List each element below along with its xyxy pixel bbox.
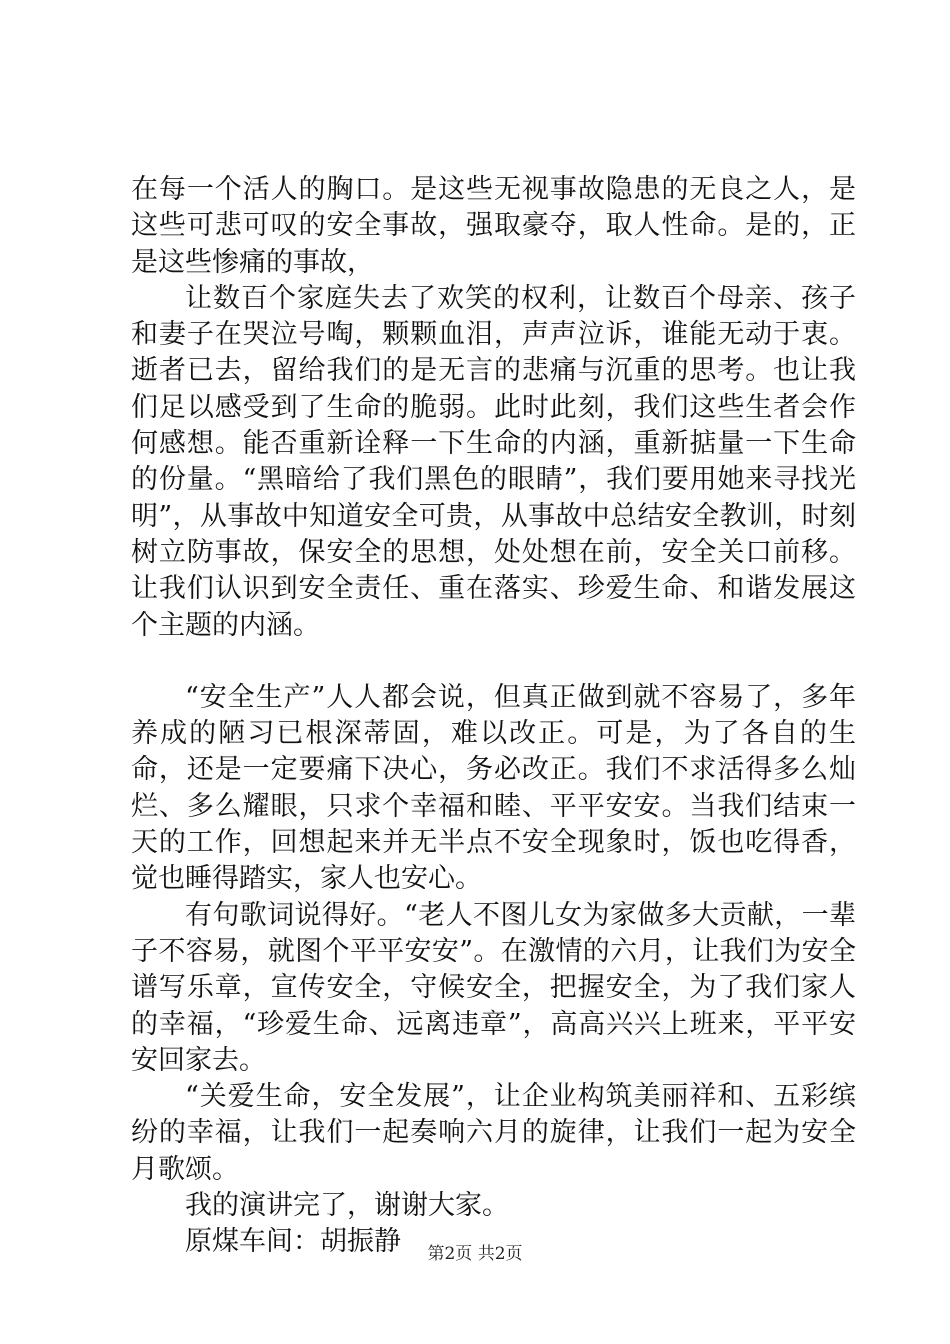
paragraph-safety-production: “安全生产”人人都会说，但真正做到就不容易了，多年养成的陋习已根深蒂固，难以改正。可是，为了各自的生命，还是一定要痛下决心，务必改正。我们不求活得多么灿烂、多么耀眼，只求个幸福和睦、平平安安。当我们结束一天的工作，回想起来并无半点不安全现象时，饭也吃得香，觉也睡得踏实，家人也安心。 xyxy=(131,681,856,895)
paragraph-closing: 我的演讲完了，谢谢大家。 xyxy=(185,1190,509,1222)
paragraph-reflection: 让数百个家庭失去了欢笑的权利，让数百个母亲、孩子和妻子在哭泣号啕，颗颗血泪，声声泣诉，谁能无动于衷。逝者已去，留给我们的是无言的悲痛与沉重的思考。也让我们足以感受到了生命的脆弱。此时此刻，我们这些生者会作何感想。能否重新诠释一下生命的内涵，重新掂量一下生命的份量。“黑暗给了我们黑色的眼睛”，我们要用她来寻找光明”，从事故中知道安全可贵，从事故中总结安全教训，时刻树立防事故，保安全的思想，处处想在前，安全关口前移。让我们认识到安全责任、重在落实、珍爱生命、和谐发展这个主题的内涵。 xyxy=(131,282,856,641)
paragraph-song-lyric: 有句歌词说得好。“老人不图儿女为家做多大贡献，一辈子不容易，就图个平平安安”。在激情的六月，让我们为安全谱写乐章，宣传安全，守候安全，把握安全，为了我们家人的幸福，“珍爱生命、远离违章”，高高兴兴上班来，平平安安回家去。 xyxy=(131,899,856,1076)
paragraph-continuation: 在每一个活人的胸口。是这些无视事故隐患的无良之人，是这些可悲可叹的安全事故，强取豪夺，取人性命。是的，正是这些惨痛的事故， xyxy=(131,174,856,278)
page-number-footer: 第2页 共2页 xyxy=(427,1244,523,1264)
document-body xyxy=(131,172,856,1261)
paragraph-slogan: “关爱生命，安全发展”，让企业构筑美丽祥和、五彩缤纷的幸福，让我们一起奏响六月的旋律，让我们一起为安全月歌颂。 xyxy=(131,1081,856,1185)
paragraph-signature: 原煤车间：胡振静 xyxy=(185,1226,401,1258)
